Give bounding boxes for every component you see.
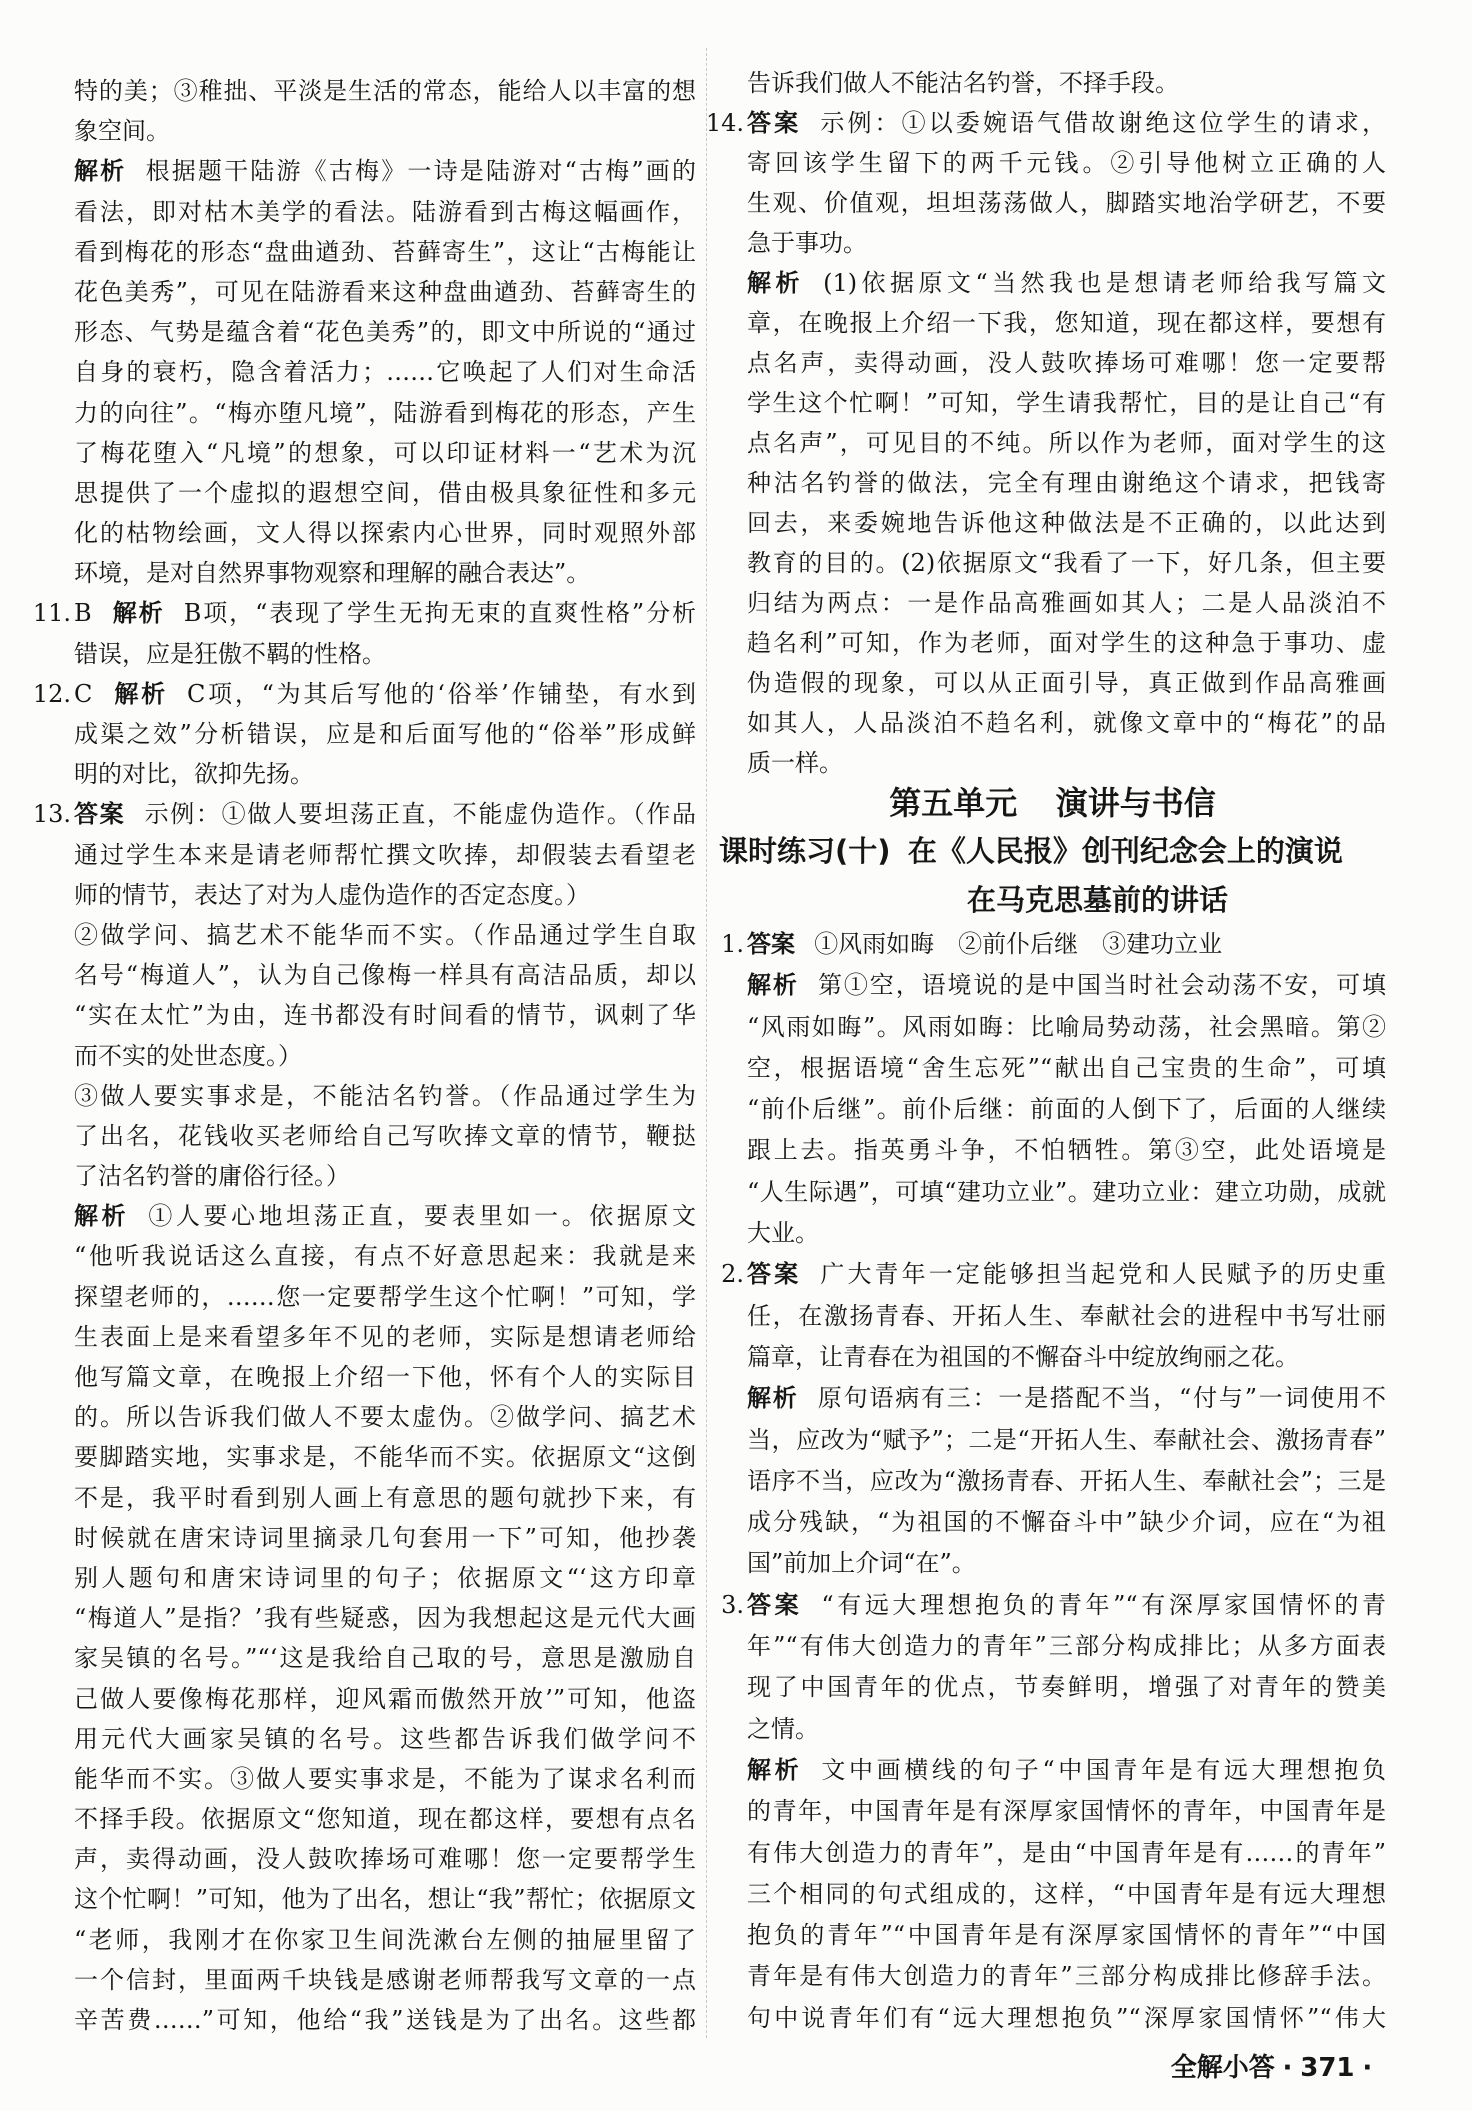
line-text: 质一样。: [747, 749, 843, 777]
text-line: [74, 1518, 696, 1558]
line-text: 语序不当，应改为“激扬青春、开拓人生、奉献社会”；三是: [747, 1466, 1386, 1495]
line-text: 他写篇文章，在晚报上介绍一下他，怀有个人的实际目: [74, 1363, 696, 1391]
text-line: [74, 151, 696, 191]
text-line: [74, 1116, 696, 1156]
line-text: 示例：①做人要坦荡正直，不能虚伪造作。（作品: [144, 800, 696, 829]
line-text: 用元代大画家吴镇的名号。这些都告诉我们做学问不: [74, 1724, 696, 1753]
line-text: 自身的衰朽，隐含着活力；……它唤起了人们对生命活: [74, 358, 696, 387]
line-text: 明的对比，欲抑先扬。: [74, 760, 314, 789]
column-divider: [706, 48, 707, 2038]
text-line: [74, 2000, 696, 2040]
line-text: 点名声，卖得动画，没人鼓吹捧场可难哪！您一定要帮: [747, 349, 1386, 377]
text-line: [74, 1036, 696, 1076]
text-line: [747, 1791, 1386, 1832]
line-text: 错误，应是狂傲不羁的性格。: [74, 639, 386, 668]
text-line: [74, 1558, 696, 1598]
line-text: 原句语病有三：一是搭配不当，“付与”一词使用不: [817, 1384, 1386, 1413]
line-text: 种沽名钓誉的做法，完全有理由谢绝这个请求，把钱寄: [747, 469, 1386, 497]
analysis-block: [747, 263, 1386, 783]
text-line: [74, 1236, 696, 1276]
analysis-block: [747, 965, 1386, 1254]
analysis-label: 解析: [74, 1202, 130, 1231]
text-line: [747, 1915, 1386, 1956]
line-text: 章，在晚报上介绍一下我，您知道，现在都这样，要想有: [747, 309, 1386, 337]
text-line: [747, 1833, 1386, 1874]
text-line: [74, 553, 696, 593]
question-number: 1.: [721, 930, 744, 958]
text-line: [747, 1213, 1386, 1254]
line-text: “风雨如晦”。风雨如晦：比喻局势动荡，社会黑暗。第②: [747, 1012, 1386, 1041]
text-line: [74, 1076, 696, 1116]
left-column: [32, 71, 697, 2040]
line-text: (1)依据原文“当然我也是想请老师给我写篇文: [823, 269, 1387, 297]
line-text: 辛苦费……”可知，他给“我”送钱是为了出名。这些都: [74, 2006, 696, 2034]
question-number: 13.: [32, 800, 71, 829]
line-text: 成渠之效”分析错误，应是和后面写他的“俗举”形成鲜: [74, 720, 696, 748]
text-line: [74, 232, 696, 272]
line-text: ①人要心地坦荡正直，要表里如一。依据原文: [148, 1202, 696, 1231]
line-text: 象空间。: [74, 117, 170, 146]
answer-label: 答案: [747, 1260, 802, 1289]
text-line: [74, 1839, 696, 1879]
line-text: 文中画横线的句子“中国青年是有远大理想抱负: [821, 1755, 1386, 1784]
text-line: [74, 1799, 696, 1839]
line-text: 不是，我平时看到别人画上有意思的题句就抄下来，有: [74, 1483, 696, 1512]
page-number: 371: [1300, 2053, 1355, 2083]
line-text: 归结为两点：一是作品高雅画如其人；二是人品淡泊不: [747, 589, 1386, 617]
line-text: 能华而不实。③做人要实事求是，不能为了谋求名利而: [74, 1764, 696, 1793]
unit-title: [719, 784, 1386, 822]
text-line: [74, 1156, 696, 1196]
line-text: 这个忙啊！”可知，他为了出名，想让“我”帮忙；依据原文: [74, 1885, 696, 1914]
answer-label: 答案: [747, 109, 802, 137]
line-text: 急于事功。: [747, 229, 867, 257]
text-line: [747, 1874, 1386, 1915]
line-text: ①风雨如晦 ②前仆后继 ③建功立业: [814, 930, 1223, 958]
text-line: [74, 1879, 696, 1919]
text-line: [747, 143, 1386, 183]
text-line: [74, 433, 696, 473]
text-line: [74, 1317, 696, 1357]
text-line: [74, 1357, 696, 1397]
answer-block: [721, 924, 1386, 965]
text-line: [74, 1719, 696, 1759]
text-line: [747, 303, 1386, 343]
text-line: [721, 924, 1386, 965]
line-text: 声，卖得动画，没人鼓吹捧场可难哪！您一定要帮学生: [74, 1845, 696, 1874]
line-text: 如其人，人品淡泊不趋名利，就像文章中的“梅花”的品: [747, 709, 1386, 737]
line-text: 国”前加上介词“在”。: [747, 1549, 976, 1578]
answer-label: 答案: [747, 1590, 803, 1619]
text-line: [74, 1277, 696, 1317]
text-line: [74, 915, 696, 955]
unit-number: 第五单元: [889, 784, 1018, 822]
text-line: [747, 343, 1386, 383]
footer-separator: ·: [1362, 2053, 1373, 2083]
line-text: 己做人要像梅花那样，迎风霜而傲然开放’”可知，他盗: [74, 1684, 696, 1713]
line-text: ③做人要实事求是，不能沽名钓誉。（作品通过学生为: [74, 1081, 696, 1110]
line-text: 趋名利”可知，作为老师，面对学生的这种急于事功、虚: [747, 629, 1386, 657]
text-line: [74, 1679, 696, 1719]
line-text: 学生这个忙啊！”可知，学生请我帮忙，目的是让自己“有: [747, 389, 1386, 417]
line-text: 要脚踏实地，实事求是，不能华而不实。依据原文“这倒: [74, 1443, 696, 1472]
text-line: [705, 103, 1387, 143]
text-line: [74, 1437, 696, 1477]
text-line: [74, 995, 696, 1035]
line-text: B项，“表现了学生无拘无束的直爽性格”分析: [183, 599, 696, 628]
text-line: [747, 1750, 1386, 1791]
text-line: [747, 1626, 1386, 1667]
analysis-label: 解析: [747, 971, 799, 1000]
line-text: 的青年，中国青年是有深厚家国情怀的青年，中国青年是: [747, 1797, 1386, 1826]
line-text: 特的美；③稚拙、平淡是生活的常态，能给人以丰富的想: [74, 77, 696, 105]
analysis-label: 解析: [74, 157, 127, 186]
text-line: [747, 503, 1386, 543]
text-line: [747, 423, 1386, 463]
text-line: [74, 634, 696, 674]
text-line: [74, 955, 696, 995]
page-footer: [1171, 2050, 1380, 2086]
text-line: [747, 1130, 1386, 1171]
text-line: [747, 543, 1386, 583]
text-line: [747, 623, 1386, 663]
text-line: [747, 1461, 1386, 1502]
line-text: “梅道人”是指？’我有些疑惑，因为我想起这是元代大画: [74, 1604, 696, 1633]
line-text: “他听我说话这么直接，有点不好意思起来：我就是来: [74, 1242, 696, 1271]
line-text: 别人题句和唐宋诗词里的句子；依据原文“‘这方印章: [74, 1563, 696, 1592]
text-line: [74, 192, 696, 232]
line-text: 名号“梅道人”，认为自己像梅一样具有高洁品质，却以: [74, 961, 696, 990]
answer-block: [32, 794, 696, 915]
text-line: [74, 473, 696, 513]
line-text: 点名声”，可见目的不纯。所以作为老师，面对学生的这: [747, 429, 1386, 457]
line-text: 师的情节，表达了对为人虚伪造作的否定态度。）: [74, 880, 590, 909]
line-text: 第①空，语境说的是中国当时社会动荡不安，可填: [818, 971, 1387, 1000]
line-text: 生观、价值观，坦坦荡荡做人，脚踏实地治学研艺，不要: [747, 189, 1386, 217]
text-line: [721, 1254, 1387, 1295]
text-line: [747, 1172, 1386, 1213]
line-text: 化的枯物绘画，文人得以探索内心世界，同时观照外部: [74, 519, 696, 548]
text-line: [74, 393, 696, 433]
line-text: 现了中国青年的优点，节奏鲜明，增强了对青年的赞美: [747, 1673, 1386, 1702]
text-line: [74, 1759, 696, 1799]
line-text: 句中说青年们有“远大理想抱负”“深厚家国情怀”“伟大: [747, 2003, 1386, 2032]
line-text: 回去，来委婉地告诉他这种做法是不正确的，以此达到: [747, 509, 1386, 537]
text-line: [747, 1502, 1386, 1543]
line-text: 抱负的青年”“中国青年是有深厚家国情怀的青年”“中国: [747, 1921, 1386, 1950]
line-text: 空，根据语境“舍生忘死”“献出自己宝贵的生命”，可填: [747, 1053, 1386, 1082]
text-line: [74, 754, 696, 794]
text-line: [747, 1543, 1386, 1584]
line-text: 大业。: [747, 1219, 819, 1248]
lesson-title-text: 在《人民报》创刊纪念会上的演说: [907, 834, 1343, 868]
line-text: 而不实的处世态度。）: [74, 1041, 302, 1070]
question-number: 11.: [32, 599, 71, 628]
text-line: [74, 714, 696, 754]
analysis-block: [32, 593, 696, 673]
line-text: 不择手段。依据原文“您知道，现在都这样，要想有点名: [74, 1805, 696, 1834]
line-text: “前仆后继”。前仆后继：前面的人倒下了，后面的人继续: [747, 1095, 1386, 1124]
lesson-label: 课时练习(十): [719, 834, 891, 868]
text-line: [74, 875, 696, 915]
text-line: [32, 593, 696, 633]
line-text: 看到梅花的形态“盘曲遒劲、苔藓寄生”，这让“古梅能让: [74, 237, 696, 266]
text-line: [747, 1048, 1386, 1089]
text-line: [74, 513, 696, 553]
text-line: [74, 1598, 696, 1638]
line-text: 教育的目的。(2)依据原文“我看了一下，好几条，但主要: [747, 549, 1386, 577]
line-text: 之情。: [747, 1714, 819, 1743]
line-text: 成分残缺，“为祖国的不懈奋斗中”缺少介词，应在“为祖: [747, 1508, 1386, 1537]
analysis-label: 解析: [111, 679, 168, 708]
text-line: [747, 1089, 1386, 1130]
line-text: 伪造假的现象，可以从正面引导，真正做到作品高雅画: [747, 669, 1386, 697]
lesson-subtitle: 在马克思墓前的讲话: [967, 883, 1229, 917]
line-text: 告诉我们做人不能沽名钓誉，不择手段。: [747, 69, 1179, 97]
line-text: 三个相同的句式组成的，这样，“中国青年是有远大理想: [747, 1879, 1386, 1908]
analysis-label: 解析: [110, 599, 165, 628]
line-text: 生表面上是来看望多年不见的老师，实际是想请老师给: [74, 1322, 696, 1351]
line-text: 有伟大创造力的青年”，是由“中国青年是有……的青年”: [747, 1838, 1386, 1867]
text-line: [747, 183, 1386, 223]
text-line: [747, 463, 1386, 503]
line-text: 广大青年一定能够担当起党和人民赋予的历史重: [820, 1260, 1387, 1289]
answer-label: 答案: [74, 800, 126, 829]
footer-section: 全解小答: [1170, 2053, 1275, 2083]
line-text: 时候就在唐宋诗词里摘录几句套用一下”可知，他抄袭: [74, 1523, 696, 1552]
line-text: 了沽名钓誉的庸俗行径。）: [74, 1162, 350, 1191]
text-block: [74, 915, 696, 1076]
text-line: [747, 1667, 1386, 1708]
line-text: ②做学问、搞艺术不能华而不实。（作品通过学生自取: [74, 920, 696, 949]
right-column-top: [705, 63, 1387, 783]
text-line: [747, 583, 1386, 623]
text-block: [74, 71, 696, 151]
analysis-label: 解析: [747, 269, 804, 297]
text-line: [74, 272, 696, 312]
analysis-block: [74, 1196, 696, 2040]
line-text: 跟上去。指英勇斗争，不怕牺牲。第③空，此处语境是: [747, 1136, 1386, 1165]
analysis-block: [747, 1750, 1386, 2039]
choice-letter: C: [74, 679, 93, 708]
text-line: [74, 1920, 696, 1960]
text-line: [74, 835, 696, 875]
line-text: 示例：①以委婉语气借故谢绝这位学生的请求，: [820, 109, 1387, 137]
answer-label: 答案: [747, 930, 795, 958]
text-line: [747, 965, 1386, 1006]
text-line: [747, 263, 1386, 303]
text-line: [747, 63, 1386, 103]
line-text: 任，在激扬青春、开拓人生、奉献社会的进程中书写壮丽: [747, 1301, 1386, 1330]
answer-block: [721, 1254, 1387, 1378]
text-line: [74, 111, 696, 151]
text-line: [747, 663, 1386, 703]
right-column-bottom: [721, 924, 1387, 2039]
line-text: 看法，即对枯木美学的看法。陆游看到古梅这幅画作，: [74, 197, 696, 226]
line-text: 当，应改为“赋予”；二是“开拓人生、奉献社会、激扬青春”: [747, 1425, 1386, 1454]
line-text: 花色美秀”，可见在陆游看来这种盘曲遒劲、苔藓寄生的: [74, 277, 696, 306]
question-number: 2.: [721, 1260, 744, 1289]
text-block: [747, 63, 1386, 103]
text-line: [74, 1196, 696, 1236]
line-text: 了出名，花钱收买老师给自己写吹捧文章的情节，鞭挞: [74, 1121, 696, 1150]
text-line: [747, 1998, 1386, 2039]
text-line: [747, 1709, 1386, 1750]
text-line: [32, 794, 696, 834]
unit-name: 演讲与书信: [1055, 784, 1216, 822]
line-text: “实在太忙”为由，连书都没有时间看的情节，讽刺了华: [74, 1001, 696, 1030]
line-text: 篇章，让青春在为祖国的不懈奋斗中绽放绚丽之花。: [747, 1342, 1299, 1371]
line-text: 青年是有伟大创造力的青年”三部分构成排比修辞手法。: [747, 1962, 1386, 1991]
line-text: 根据题干陆游《古梅》一诗是陆游对“古梅”画的: [145, 157, 696, 186]
line-text: 寄回该学生留下的两千元钱。②引导他树立正确的人: [747, 149, 1386, 177]
text-line: [747, 1378, 1386, 1419]
line-text: 通过学生本来是请老师帮忙撰文吹捧，却假装去看望老: [74, 840, 696, 869]
text-line: [747, 1296, 1386, 1337]
question-number: 12.: [32, 679, 71, 708]
text-line: [747, 223, 1386, 263]
answer-block: [705, 103, 1387, 263]
analysis-block: [74, 151, 696, 593]
line-text: C项，“为其后写他的‘俗举’作铺垫，有水到: [187, 679, 697, 708]
text-line: [74, 352, 696, 392]
line-text: 环境，是对自然界事物观察和理解的融合表达”。: [74, 559, 591, 588]
line-text: 形态、气势是蕴含着“花色美秀”的，即文中所说的“通过: [74, 318, 696, 347]
answer-block: [721, 1585, 1387, 1750]
line-text: 的。所以告诉我们做人不要太虚伪。②做学问、搞艺术: [74, 1403, 696, 1432]
text-block: [74, 1076, 696, 1197]
analysis-block: [747, 1378, 1386, 1584]
text-line: [747, 743, 1386, 783]
line-text: “老师，我刚才在你家卫生间洗漱台左侧的抽屉里留了: [74, 1925, 696, 1954]
text-line: [74, 1478, 696, 1518]
line-text: “有远大理想抱负的青年”“有深厚家国情怀的青: [821, 1590, 1387, 1619]
footer-separator: ·: [1282, 2053, 1293, 2083]
text-line: [747, 1956, 1386, 1997]
text-line: [747, 1420, 1386, 1461]
line-text: 思提供了一个虚拟的遐想空间，借由极具象征性和多元: [74, 478, 696, 507]
analysis-block: [32, 674, 697, 795]
line-text: 年”“有伟大创造力的青年”三部分构成排比；从多方面表: [747, 1632, 1386, 1661]
text-line: [747, 1337, 1386, 1378]
text-line: [32, 674, 697, 714]
question-number: 3.: [721, 1590, 744, 1619]
text-line: [74, 1960, 696, 2000]
text-line: [721, 1585, 1387, 1626]
line-text: 力的向往”。“梅亦堕凡境”，陆游看到梅花的形态，产生: [74, 398, 696, 427]
line-text: “人生际遇”，可填“建功立业”。建功立业：建立功勋，成就: [747, 1177, 1386, 1206]
question-number: 14.: [705, 109, 744, 137]
line-text: 探望老师的，……您一定要帮学生这个忙啊！”可知，学: [74, 1282, 696, 1311]
line-text: 了梅花堕入“凡境”的想象，可以印证材料一“艺术为沉: [74, 438, 696, 467]
text-line: [747, 703, 1386, 743]
text-line: [74, 71, 696, 111]
choice-letter: B: [74, 599, 92, 628]
text-line: [74, 312, 696, 352]
text-line: [747, 383, 1386, 423]
line-text: 家吴镇的名号。”“‘这是我给自己取的号，意思是激励自: [74, 1644, 696, 1673]
text-line: [74, 1638, 696, 1678]
lesson-title: [719, 833, 1343, 869]
analysis-label: 解析: [747, 1755, 803, 1784]
text-line: [747, 1007, 1386, 1048]
text-line: [74, 1397, 696, 1437]
line-text: 一个信封，里面两千块钱是感谢老师帮我写文章的一点: [74, 1965, 696, 1994]
analysis-label: 解析: [747, 1384, 799, 1413]
